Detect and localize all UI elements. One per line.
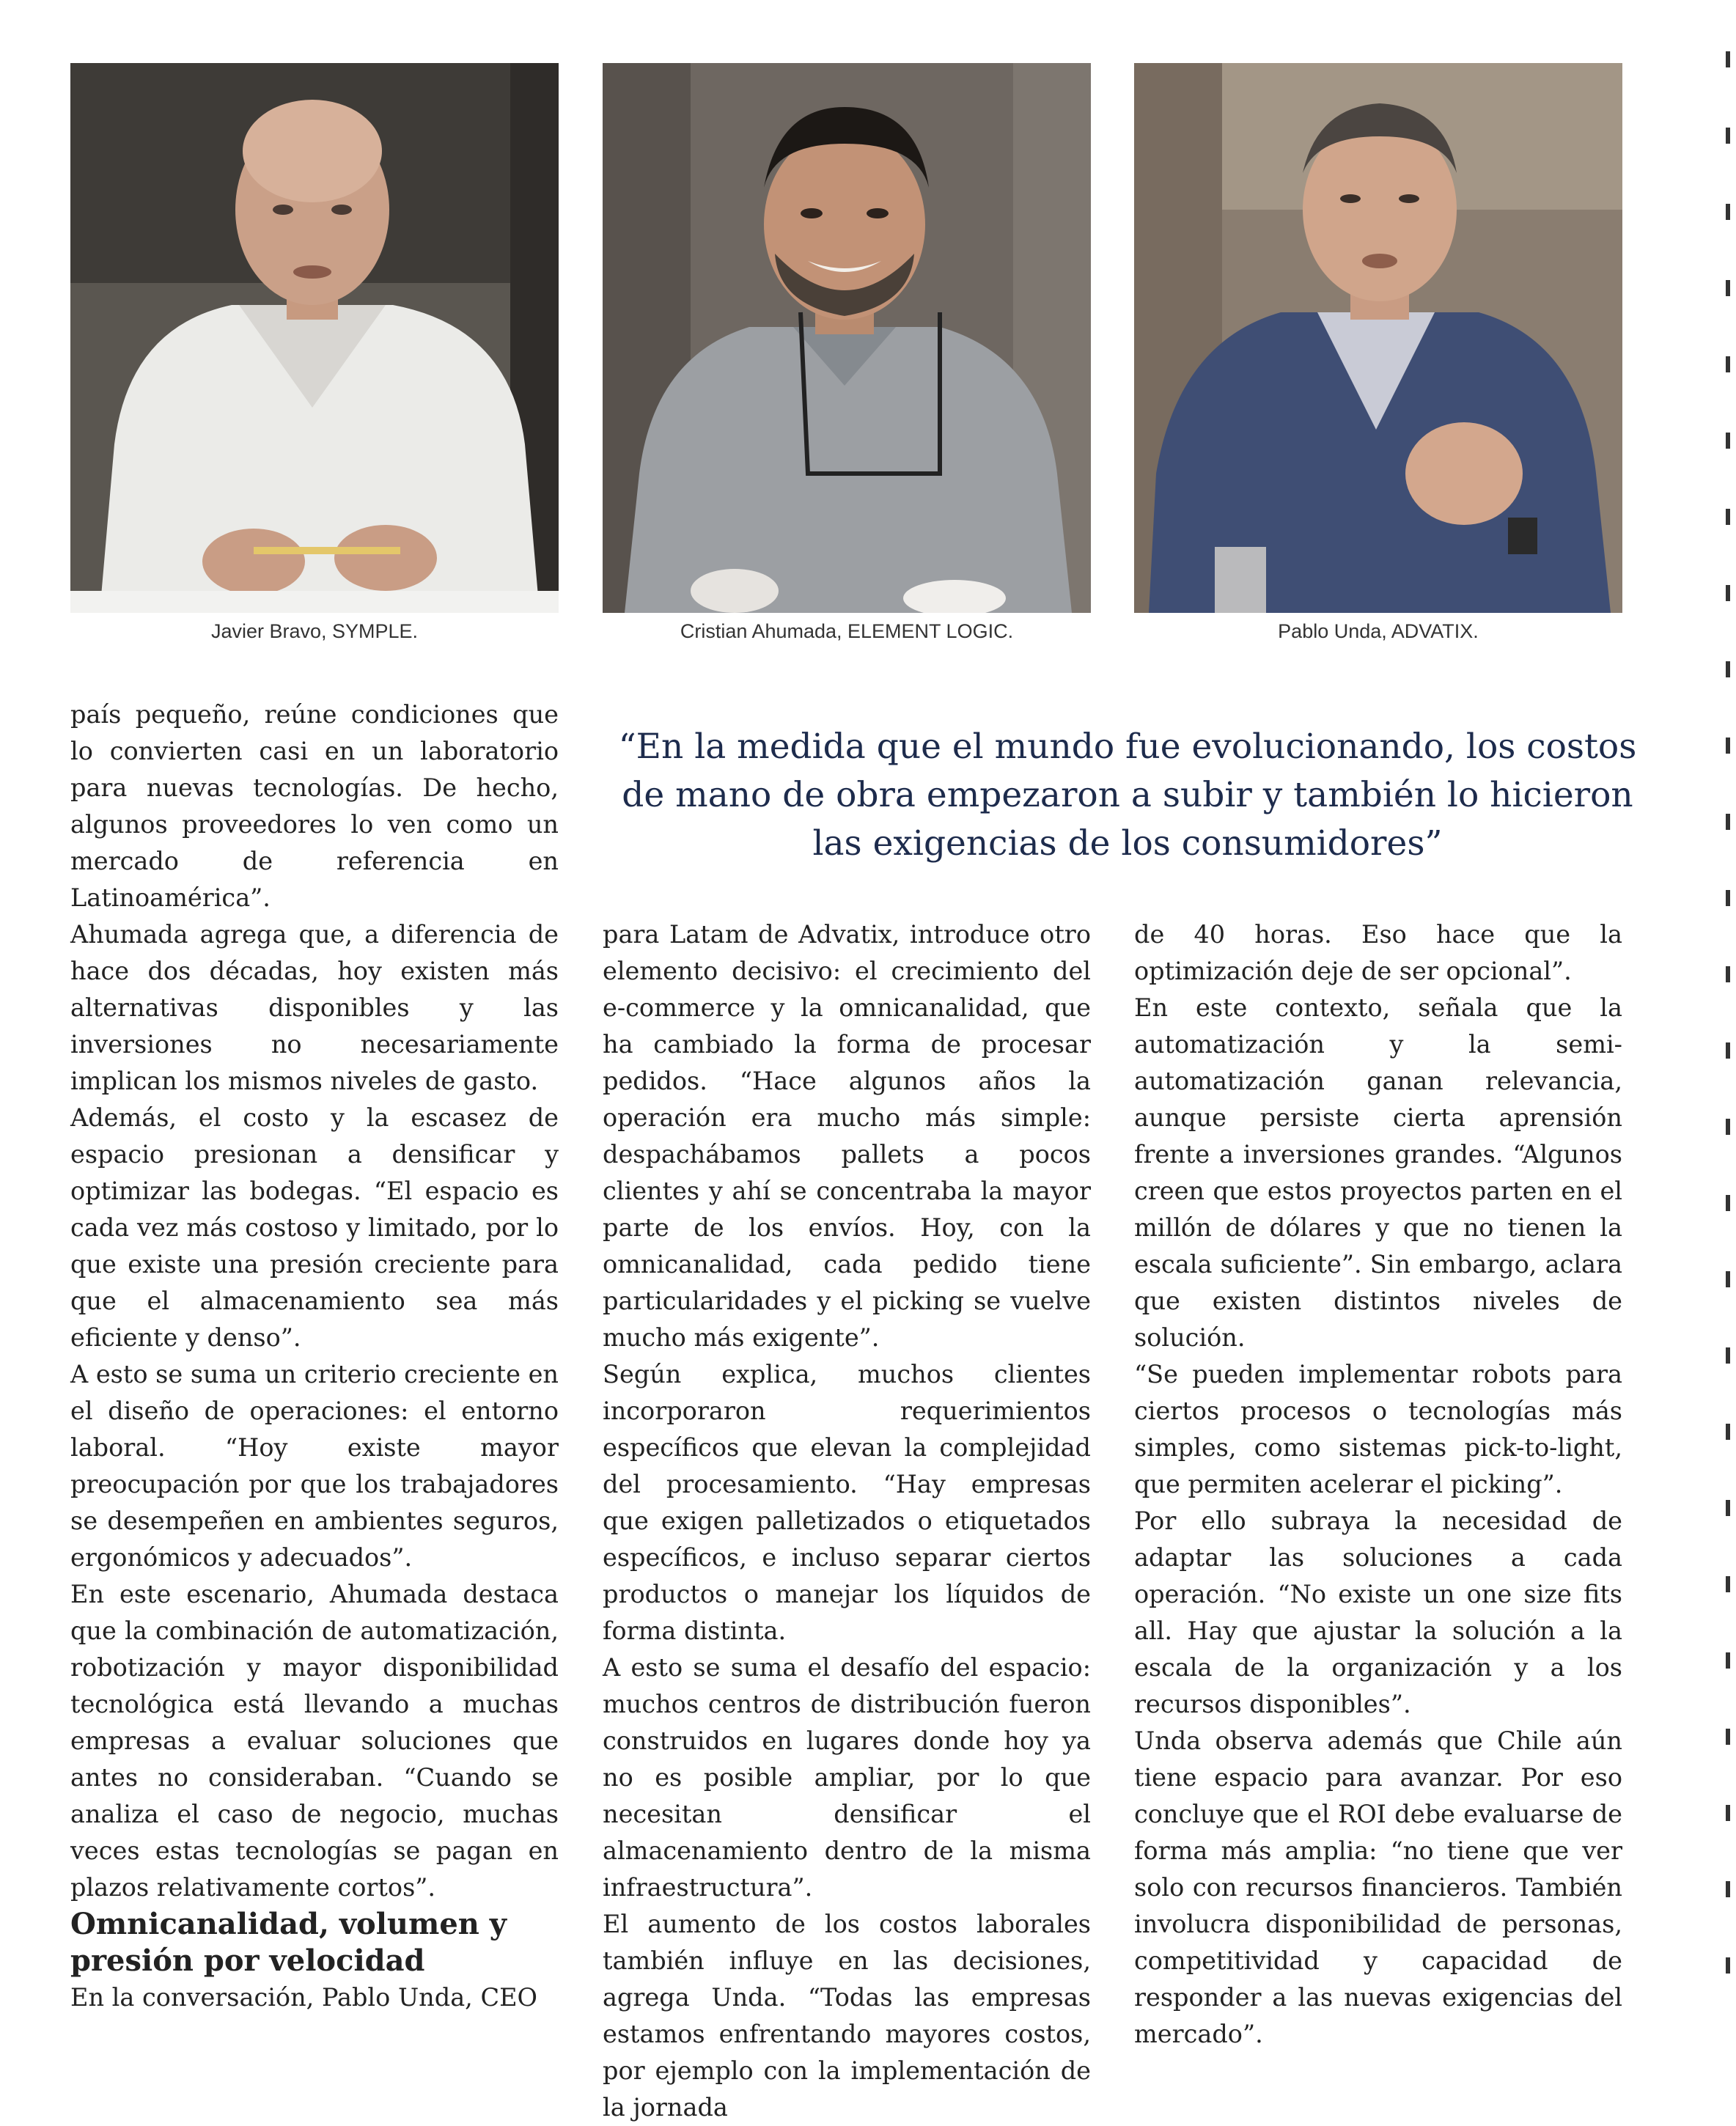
section-heading: Omnicanalidad, volumen y presión por velocidad [70, 1907, 507, 1978]
paragraph: país pequeño, reúne condiciones que lo convierten casi en un laboratorio para nuevas tecnologías. De hecho, algunos proveedores lo ven como un mercado de referencia en Latinoamérica”. [70, 700, 559, 912]
paragraph: para Latam de Advatix, introduce otro elemento decisivo: el crecimiento del e-commerce y la omnicanalidad, que ha cambiado la forma de procesar pedidos. “Hace algunos años la operación era mucho más simple: despachábamos pallets a pocos clientes y ahí se concentraba la mayor parte de los envíos. Hoy, con la omnicanalidad, cada pedido tiene particularidades y el picking se vuelve mucho más exigente”. [603, 920, 1091, 1352]
article-column-2 [603, 916, 1091, 2126]
paragraph: Además, el costo y la escasez de espacio presionan a densificar y optimizar las bodegas. “El espacio es cada vez más costoso y limitado, por lo que existe una presión creciente para que el almacenamiento sea más eficiente y denso”. [70, 1103, 559, 1352]
edge-tick [1726, 890, 1730, 906]
paragraph: de 40 horas. Eso hace que la optimización deje de ser opcional”. [1134, 920, 1622, 985]
edge-tick [1726, 814, 1730, 830]
paragraph: Unda observa además que Chile aún tiene espacio para avanzar. Por eso concluye que el ROI debe evaluarse de forma más amplia: “no tiene que ver solo con recursos financieros. También involucra disponibilidad de personas, competitividad y capacidad de responder a las nuevas exigencias del mercado”. [1134, 1726, 1622, 2048]
paragraph: “Se pueden implementar robots para ciertos procesos o tecnologías más simples, como sistemas pick-to-light, que permiten acelerar el picking”. [1134, 1360, 1622, 1498]
edge-tick [1726, 1042, 1730, 1059]
edge-tick [1726, 585, 1730, 601]
paragraph: El aumento de los costos laborales también influye en las decisiones, agrega Unda. “Todas las empresas estamos enfrentando mayores costos, por ejemplo con la implementación de la jornada [603, 1910, 1091, 2122]
edge-tick [1726, 1576, 1730, 1592]
edge-tick [1726, 1195, 1730, 1211]
edge-tick [1726, 356, 1730, 372]
photo-cristian-ahumada [603, 63, 1091, 613]
edge-tick [1726, 1729, 1730, 1745]
edge-tick [1726, 51, 1730, 67]
edge-tick [1726, 1347, 1730, 1364]
edge-tick [1726, 1119, 1730, 1135]
photo-caption: Cristian Ahumada, ELEMENT LOGIC. [680, 620, 1014, 642]
edge-tick [1726, 966, 1730, 982]
edge-tick [1726, 280, 1730, 296]
paragraph: En la conversación, Pablo Unda, CEO [70, 1983, 538, 2012]
edge-tick [1726, 433, 1730, 449]
pull-quote: “En la medida que el mundo fue evolucionando, los costos de mano de obra empezaron a subir y también lo hicieron las exigencias de los consumidores” [618, 727, 1637, 864]
edge-tick [1726, 1652, 1730, 1669]
edge-tick [1726, 128, 1730, 144]
paragraph: Según explica, muchos clientes incorporaron requerimientos específicos que elevan la complejidad del procesamiento. “Hay empresas que exigen palletizados o etiquetados específicos, e incluso separar ciertos productos o manejar los líquidos de forma distinta. [603, 1360, 1091, 1645]
edge-tick [1726, 738, 1730, 754]
photo-pablo-unda [1134, 63, 1622, 613]
article-column-1 [70, 696, 559, 2016]
edge-tick [1726, 661, 1730, 677]
photo-caption: Javier Bravo, SYMPLE. [210, 620, 419, 642]
edge-tick [1726, 204, 1730, 220]
paragraph: Ahumada agrega que, a diferencia de hace dos décadas, hoy existen más alternativas disponibles y las inversiones no necesariamente implican los mismos niveles de gasto. [70, 920, 559, 1095]
paragraph: En este contexto, señala que la automatización y la semi-automatización ganan relevancia, aunque persiste cierta aprensión frente a inversiones grandes. “Algunos creen que estos proyectos parten en el millón de dólares y que no tienen la escala suficiente”. Sin embargo, aclara que existen distintos niveles de solución. [1134, 993, 1622, 1352]
article-column-3 [1134, 916, 1622, 2053]
photo-caption: Pablo Unda, ADVATIX. [1278, 620, 1479, 642]
paragraph: Por ello subraya la necesidad de adaptar las soluciones a cada operación. “No existe un one size fits all. Hay que ajustar la solución a la escala de la organización y a los recursos disponibles”. [1134, 1507, 1622, 1718]
edge-tick [1726, 1805, 1730, 1821]
page-edge-marks [1726, 0, 1736, 2029]
edge-tick [1726, 1881, 1730, 1897]
edge-tick [1726, 1271, 1730, 1287]
paragraph: A esto se suma un criterio creciente en el diseño de operaciones: el entorno laboral. “Hoy existe mayor preocupación por que los trabajadores se desempeñen en ambientes seguros, ergonómicos y adecuados”. [70, 1360, 559, 1572]
paragraph: A esto se suma el desafío del espacio: muchos centros de distribución fueron construidos en lugares donde hoy ya no es posible ampliar, por lo que necesitan densificar el almacenamiento dentro de la misma infraestructura”. [603, 1653, 1091, 1902]
edge-tick [1726, 1957, 1730, 1974]
paragraph: En este escenario, Ahumada destaca que la combinación de automatización, robotización y mayor disponibilidad tecnológica está llevando a muchas empresas a evaluar soluciones que antes no consideraban. “Cuando se analiza el caso de negocio, muchas veces estas tecnologías se pagan en plazos relativamente cortos”. [70, 1580, 559, 1902]
photo-javier-bravo [70, 63, 559, 613]
edge-tick [1726, 1424, 1730, 1440]
edge-tick [1726, 1500, 1730, 1516]
edge-tick [1726, 509, 1730, 525]
